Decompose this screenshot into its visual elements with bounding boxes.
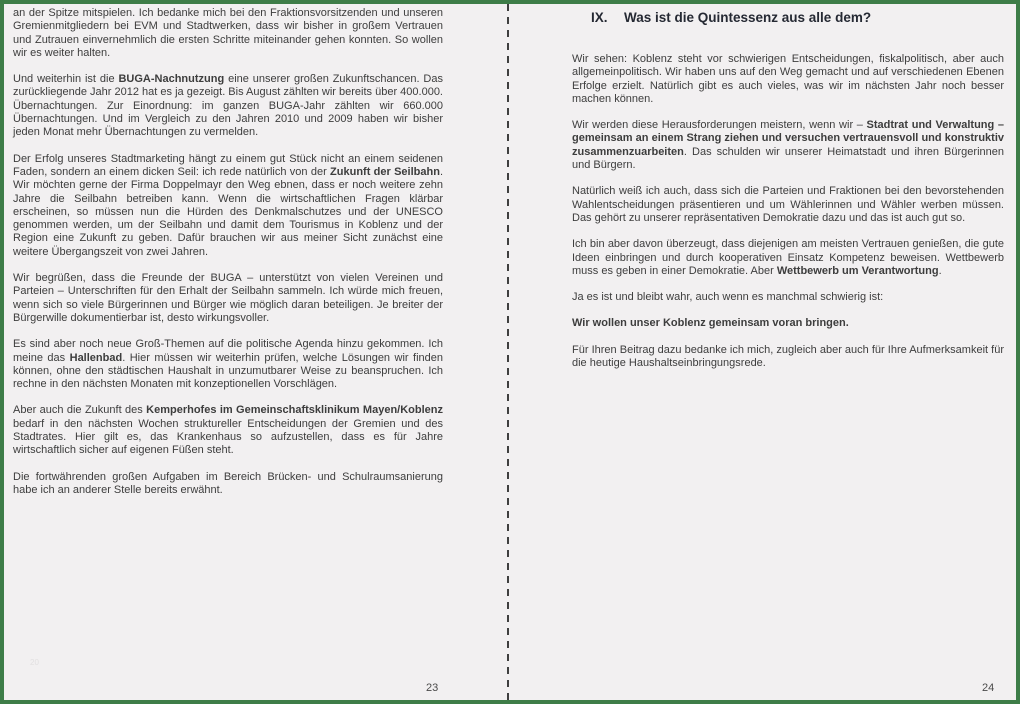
paragraph-text: Es sind aber noch neue Groß-Themen auf die politische Agenda hinzu gekommen. Ich meine das: [13, 338, 443, 364]
page-divider: [507, 4, 509, 700]
paragraph: [572, 238, 1004, 278]
paragraph: [572, 291, 1004, 304]
paragraph-text: Natürlich weiß ich auch, dass sich die Parteien und Fraktionen bei den bevorstehenden Wahlentscheidungen präsentieren und um Wählerinnen und Wähler werben müssen. Das gehört zu unserer repräsentativen Demokratie dazu und das ist auch gut so.: [572, 185, 1004, 224]
paragraph-text: Ich bin aber davon überzeugt, dass diejenigen am meisten Vertrauen genießen, die gute Ideen einbringen und durch kooperativen Einsatz Kompetenz beweisen. Wettbewerb muss es geben in einer Demokratie. Aber: [572, 238, 1004, 277]
paragraph-text: Aber auch die Zukunft des: [13, 404, 147, 417]
paragraph: [13, 471, 443, 498]
page-right-body: [572, 53, 1004, 370]
paragraph-bold-text: Hallenbad: [69, 351, 123, 364]
paragraph-text: . Wir möchten gerne der Firma Doppelmayr den Weg ebnen, dass er noch weitere zehn Jahre die Seilbahn betreiben kann. Wenn die wirtschaftlichen Fragen klärbar erscheinen, so müssen nun die Hürden des Denkmalschutzes und der UNESCO genommen werden, um der Seilbahn und damit dem Tourismus in Koblenz und der Region eine Zukunft zu geben. Dafür brauchen wir aus meiner Sicht zunächst eine weitere Übergangszeit von zwei Jahren.: [13, 165, 444, 258]
paragraph-text: Wir begrüßen, dass die Freunde der BUGA – unterstützt von vielen Vereinen und Parteien – Unterschriften für den Erhalt der Seilbahn sammeln. Ich würde mich freuen, wenn sich so viele Bürgerinnen und Bürger wie möglich daran beteiligen. Je breiter der Bürgerwille dokumentierbar ist, desto wirkungsvoller.: [13, 272, 443, 324]
paragraph-bold-text: Zukunft der Seilbahn: [330, 165, 440, 178]
paragraph-text: . Hier müssen wir weiterhin prüfen, welche Lösungen wir finden können, ohne den städtischen Haushalt in unzumutbarer Weise zu beanspruchen. Ich rechne in den nächsten Monaten mit konzeptionellen Vorschlägen.: [13, 351, 443, 391]
paragraph-bold-text: Kemperhofes im Gemeinschaftsklinikum Mayen/Koblenz: [146, 404, 443, 417]
paragraph: [13, 272, 443, 325]
watermark: 20: [30, 658, 39, 667]
paragraph: [572, 53, 1004, 106]
heading-numeral: IX.: [591, 10, 608, 25]
heading-title: Was ist die Quintessenz aus alle dem?: [624, 10, 872, 25]
paragraph-text: Der Erfolg unseres Stadtmarketing hängt zu einem gut Stück nicht an einem seidenen Faden, sondern an einem dicken Seil: ich rede natürlich von der: [13, 152, 443, 178]
paragraph: [13, 73, 443, 139]
page-number-right: 24: [982, 682, 995, 694]
paragraph: [13, 338, 443, 391]
paragraph-text: Und weiterhin ist die: [13, 73, 119, 86]
paragraph-bold-text: Wettbewerb um Verantwortung: [776, 264, 939, 277]
paragraph: [572, 185, 1004, 225]
paragraph: [13, 7, 443, 60]
paragraph-text: Wir sehen: Koblenz steht vor schwierigen Entscheidungen, fiskalpolitisch, aber auch allgemeinpolitisch. Wir haben uns auf den Weg gemacht und auf verschiedenen Ebenen Erfolge erzielt. Natürlich gibt es auch vieles, was wir im nächsten Jahr noch besser machen können.: [572, 53, 1004, 105]
paragraph: [572, 119, 1004, 172]
paragraph-text: eine unserer großen Zukunftschancen. Das zurückliegende Jahr 2012 hat es ja gezeigt. Bis August zählten wir bereits über 400.000. Übernachtungen. Zur Einordnung: im ganzen BUGA-Jahr zählten wir 660.000 Übernachtungen. Und im Vergleich zu den Jahren 2010 und 2009 haben wir bisher jeden Monat mehr Übernachtungen zu vermelden.: [13, 73, 443, 139]
paragraph-bold-text: BUGA-Nachnutzung: [118, 73, 225, 86]
paragraph-text: .: [938, 264, 942, 277]
page-number-left: 23: [426, 682, 439, 694]
paragraph-bold-text: Stadtrat und Verwaltung – gemeinsam an einem Strang ziehen und versuchen vertrauensvoll und konstruktiv zusammenzuarbeiten: [572, 119, 1004, 158]
page-right: [572, 9, 1004, 383]
paragraph: [572, 317, 1004, 330]
paragraph: [13, 153, 443, 259]
paragraph-text: Wir werden diese Herausforderungen meistern, wenn wir –: [572, 119, 867, 132]
page-left: [13, 7, 443, 510]
paragraph-text: . Das schulden wir unserer Heimatstadt und ihren Bürgerinnen und Bürgern.: [572, 145, 1004, 172]
paragraph-text: Ja es ist und bleibt wahr, auch wenn es manchmal schwierig ist:: [572, 291, 884, 304]
paragraph-text: bedarf in den nächsten Wochen struktureller Entscheidungen der Gremien und des Stadtrates. Hier gilt es, das Krankenhaus so aufzustellen, dass es für Jahre wirtschaftlich sicher auf eigenen Füßen steht.: [13, 417, 443, 457]
paragraph: [572, 344, 1004, 371]
paragraph-text: an der Spitze mitspielen. Ich bedanke mich bei den Fraktionsvorsitzenden und unseren Gremienmitgliedern bei EVM und Stadtwerken, dass wir bisher in großem Vertrauen und Zutrauen einvernehmlich die ersten Schritte miteinander gehen konnten. So wollen wir es weiter halten.: [13, 7, 443, 59]
paragraph-bold-text: Wir wollen unser Koblenz gemeinsam voran bringen.: [572, 317, 849, 330]
paragraph-text: Die fortwährenden großen Aufgaben im Bereich Brücken- und Schulraumsanierung habe ich an anderer Stelle bereits erwähnt.: [13, 470, 443, 496]
section-heading: [572, 9, 1004, 26]
paragraph: [13, 404, 443, 457]
paragraph-text: Für Ihren Beitrag dazu bedanke ich mich, zugleich aber auch für Ihre Aufmerksamkeit für die heutige Haushaltseinbringungsrede.: [572, 343, 1004, 370]
